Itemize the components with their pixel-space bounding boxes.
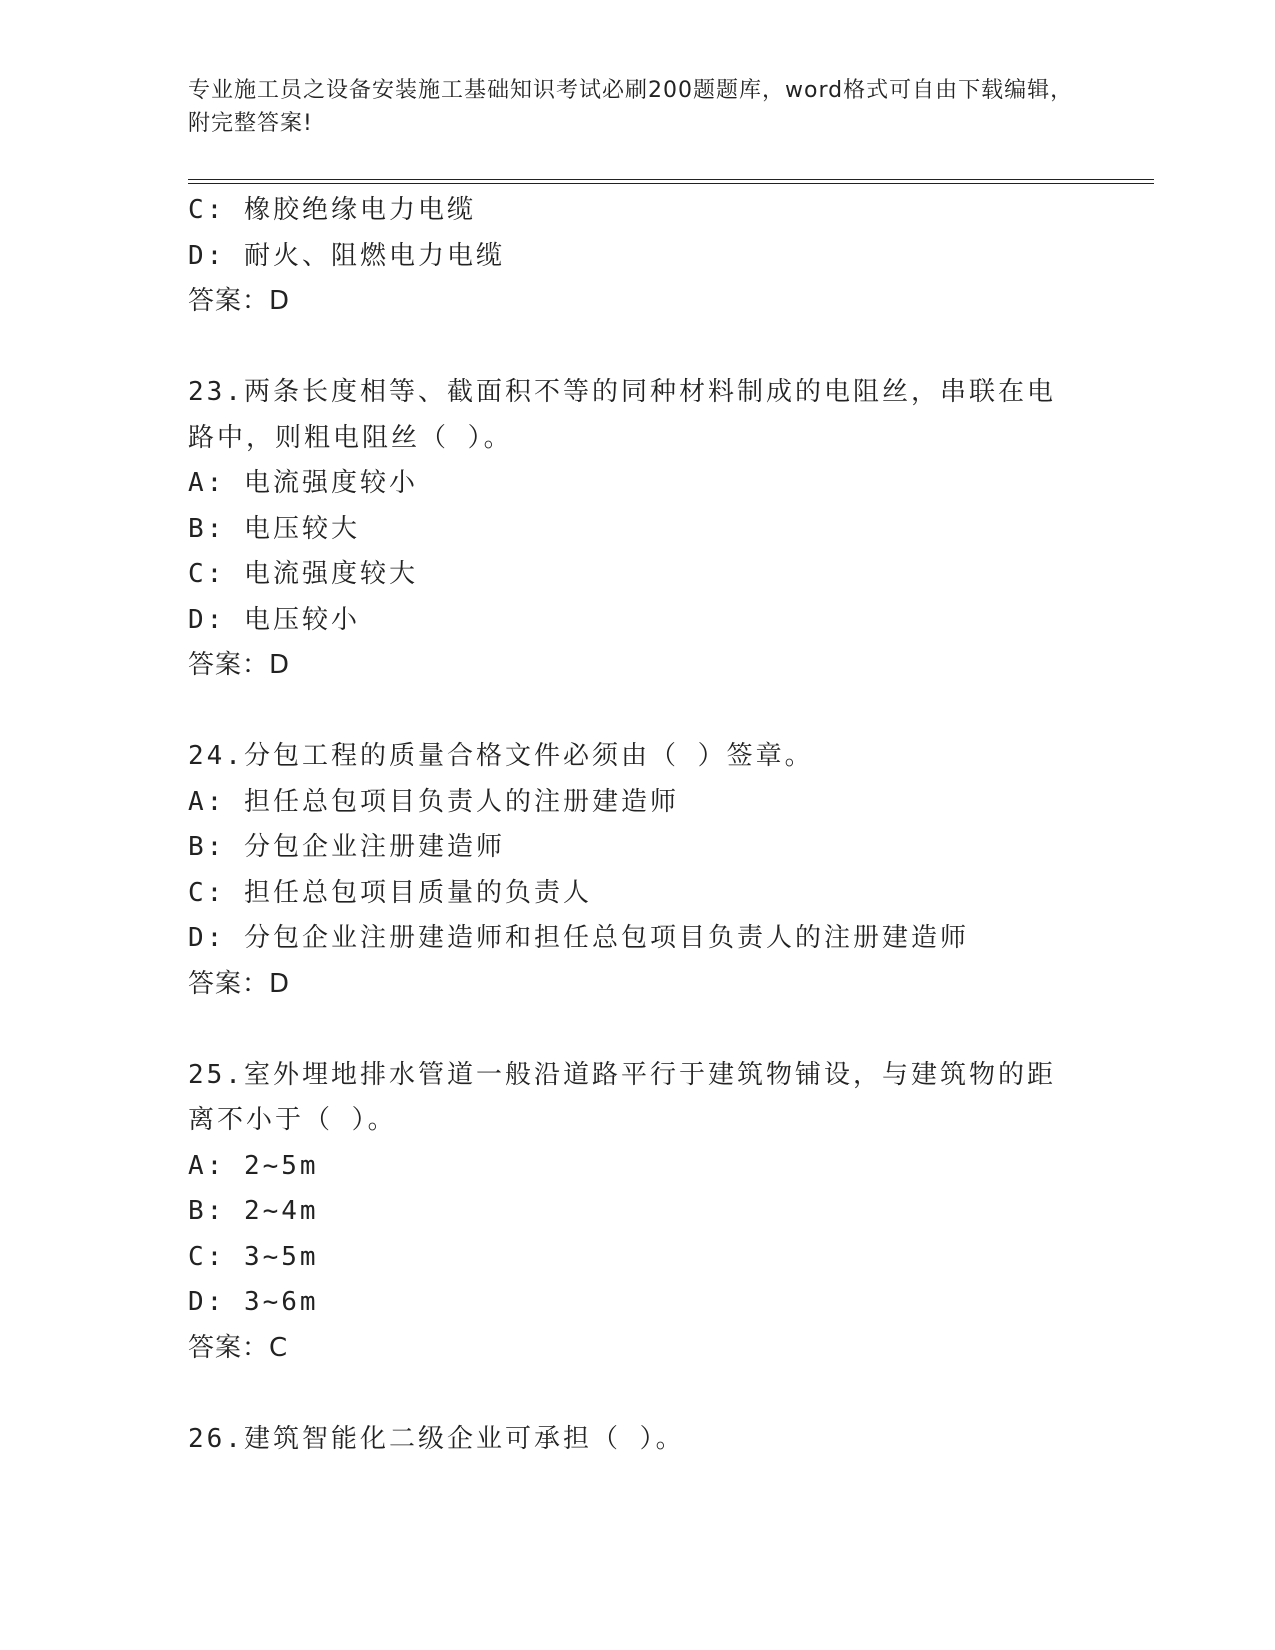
option-a: A: 电流强度较小 <box>188 468 418 498</box>
option-d: D: 分包企业注册建造师和担任总包项目负责人的注册建造师 <box>188 923 969 953</box>
option-c: C: 3~5m <box>188 1241 319 1272</box>
question-stem: 25.室外埋地排水管道一般沿道路平行于建筑物铺设，与建筑物的距离不小于（ ）。 <box>188 1059 1056 1135</box>
question-block-24 <box>188 734 1148 1007</box>
answer: 答案：D <box>188 650 291 680</box>
spacer <box>188 325 1148 371</box>
answer: 答案：C <box>188 1332 289 1363</box>
header-divider-bottom <box>188 183 1154 184</box>
question-block-26 <box>188 1417 1148 1463</box>
answer: 答案：D <box>188 286 291 316</box>
option-a: A: 2~5m <box>188 1150 319 1181</box>
question-stem: 23.两条长度相等、截面积不等的同种材料制成的电阻丝，串联在电路中，则粗电阻丝（ ）。 <box>188 377 1056 453</box>
spacer <box>188 1371 1148 1417</box>
header-divider-top <box>188 179 1154 180</box>
answer: 答案：D <box>188 968 291 999</box>
option-b: B: 分包企业注册建造师 <box>188 832 505 862</box>
option-d: D: 耐火、阻燃电力电缆 <box>188 240 505 271</box>
document-title: 专业施工员之设备安装施工基础知识考试必刷200题题库，word格式可自由下载编辑，附完整答案! <box>188 78 1074 136</box>
question-block-25 <box>188 1053 1148 1372</box>
question-stem: 26.建筑智能化二级企业可承担（ ）。 <box>188 1423 685 1454</box>
question-block-23 <box>188 370 1148 689</box>
question-block-22 <box>188 188 1148 325</box>
option-b: B: 2~4m <box>188 1196 319 1226</box>
option-c: C: 电流强度较大 <box>188 559 418 589</box>
spacer <box>188 689 1148 735</box>
option-b: B: 电压较大 <box>188 513 360 544</box>
option-d: D: 电压较小 <box>188 604 360 635</box>
question-stem: 24.分包工程的质量合格文件必须由（ ）签章。 <box>188 741 814 771</box>
spacer <box>188 1007 1148 1053</box>
question-list <box>188 188 1148 1462</box>
option-a: A: 担任总包项目负责人的注册建造师 <box>188 786 679 817</box>
option-d: D: 3~6m <box>188 1287 319 1317</box>
option-c: C: 担任总包项目质量的负责人 <box>188 877 592 908</box>
option-c: C: 橡胶绝缘电力电缆 <box>188 195 476 225</box>
